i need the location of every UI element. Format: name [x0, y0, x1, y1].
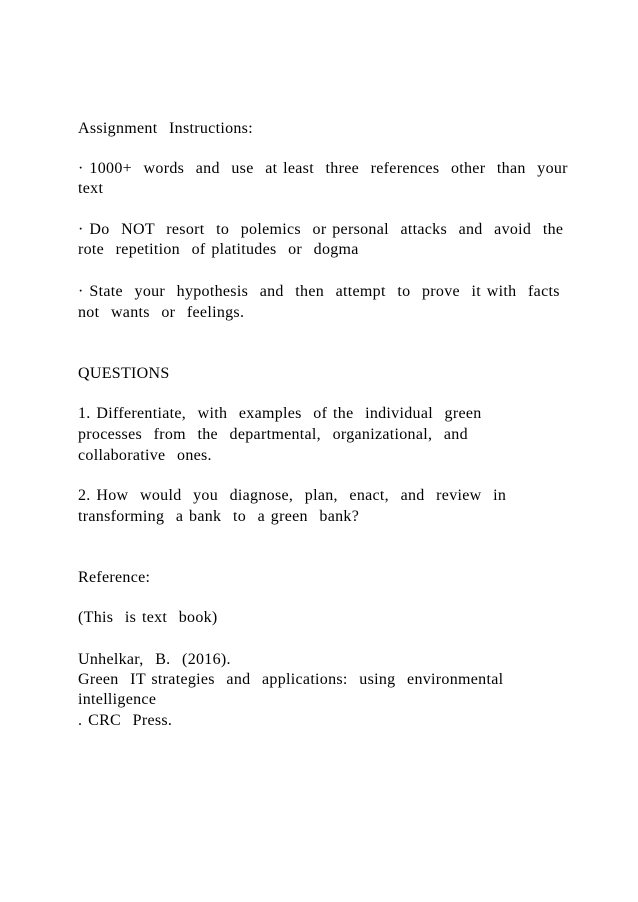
question-2-line-2: transforming a bank to a green bank?	[78, 508, 360, 525]
question-1-line-3: collaborative ones.	[78, 447, 212, 464]
instruction-item-2-line-2: rote repetition of platitudes or dogma	[78, 241, 359, 258]
reference-line-3: intelligence	[78, 691, 157, 708]
instruction-item-1-line-2: text	[78, 180, 104, 197]
reference-line-4: . CRC Press.	[78, 712, 173, 729]
instruction-item-2-line-1: · Do NOT resort to polemics or personal attacks and avoid the	[78, 221, 564, 238]
instructions-heading: Assignment Instructions:	[78, 120, 253, 137]
instruction-item-3-line-1: · State your hypothesis and then attempt to prove it with facts	[78, 283, 560, 300]
reference-line-1: Unhelkar, B. (2016).	[78, 651, 231, 668]
questions-heading: QUESTIONS	[78, 365, 170, 382]
instruction-item-3-line-2: not wants or feelings.	[78, 304, 245, 321]
instruction-item-1-line-1: · 1000+ words and use at least three references other than your	[78, 160, 568, 177]
reference-note: (This is text book)	[78, 609, 218, 626]
question-2-line-1: 2. How would you diagnose, plan, enact, and review in	[78, 487, 507, 504]
question-1-line-1: 1. Differentiate, with examples of the individual green	[78, 405, 482, 422]
reference-heading: Reference:	[78, 569, 151, 586]
question-1-line-2: processes from the departmental, organizational, and	[78, 426, 468, 443]
reference-line-2: Green IT strategies and applications: using environmental	[78, 671, 504, 688]
